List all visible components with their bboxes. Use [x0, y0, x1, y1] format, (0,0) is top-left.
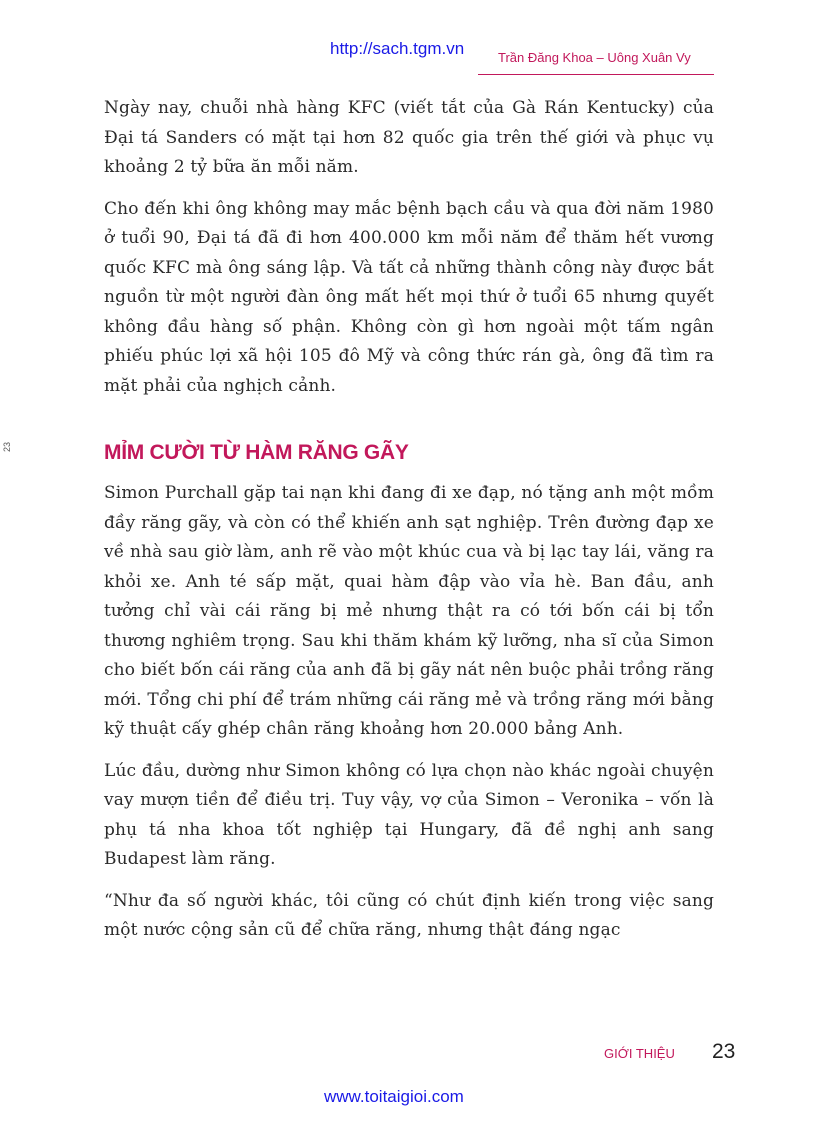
paragraph: Lúc đầu, dường như Simon không có lựa chọn nào khác ngoài chuyện vay mượn tiền để điều trị. Tuy vậy, vợ của Simon – Veronika – vốn là phụ tá nha khoa tốt nghiệp tại Hungary, đã đề nghị anh sang Budapest làm răng. [104, 760, 714, 869]
footer-section-label: GIỚI THIỆU [604, 1046, 675, 1061]
section-heading: MỈM CƯỜI TỪ HÀM RĂNG GÃY [104, 441, 409, 464]
paragraph: “Như đa số người khác, tôi cũng có chút định kiến trong việc sang một nước cộng sản cũ để chữa răng, nhưng thật đáng ngạc [104, 890, 714, 940]
body-text [104, 94, 714, 958]
header-divider [478, 74, 714, 75]
paragraph: Cho đến khi ông không may mắc bệnh bạch cầu và qua đời năm 1980 ở tuổi 90, Đại tá đã đi hơn 400.000 km mỗi năm để thăm hết vương quốc KFC mà ông sáng lập. Và tất cả những thành công này được bắt nguồn từ một người đàn ông mất hết mọi thứ ở tuổi 65 nhưng quyết không đầu hàng số phận. Không còn gì hơn ngoài một tấm ngân phiếu phúc lợi xã hội 105 đô Mỹ và công thức rán gà, ông đã tìm ra mặt phải của nghịch cảnh. [104, 198, 714, 396]
top-website-link[interactable]: http://sach.tgm.vn [330, 39, 465, 58]
side-page-number: 23 [2, 441, 13, 453]
bottom-website-link[interactable]: www.toitaigioi.com [324, 1087, 464, 1106]
paragraph: Ngày nay, chuỗi nhà hàng KFC (viết tắt của Gà Rán Kentucky) của Đại tá Sanders có mặt tại hơn 82 quốc gia trên thế giới và phục vụ khoảng 2 tỷ bữa ăn mỗi năm. [104, 98, 714, 177]
running-header-authors: Trần Đăng Khoa – Uông Xuân Vy [498, 50, 691, 65]
footer-page-number: 23 [712, 1040, 736, 1063]
paragraph: Simon Purchall gặp tai nạn khi đang đi xe đạp, nó tặng anh một mồm đầy răng gãy, và còn có thể khiến anh sạt nghiệp. Trên đường đạp xe về nhà sau giờ làm, anh rẽ vào một khúc cua và bị lạc tay lái, văng ra khỏi xe. Anh té sấp mặt, quai hàm đập vào vỉa hè. Ban đầu, anh tưởng chỉ vài cái răng bị mẻ nhưng thật ra có tới bốn cái bị tổn thương nghiêm trọng. Sau khi thăm khám kỹ lưỡng, nha sĩ của Simon cho biết bốn cái răng của anh đã bị gãy nát nên buộc phải trồng răng mới. Tổng chi phí để trám những cái răng mẻ và trồng răng mới bằng kỹ thuật cấy ghép chân răng khoảng hơn 20.000 bảng Anh. [104, 483, 714, 739]
